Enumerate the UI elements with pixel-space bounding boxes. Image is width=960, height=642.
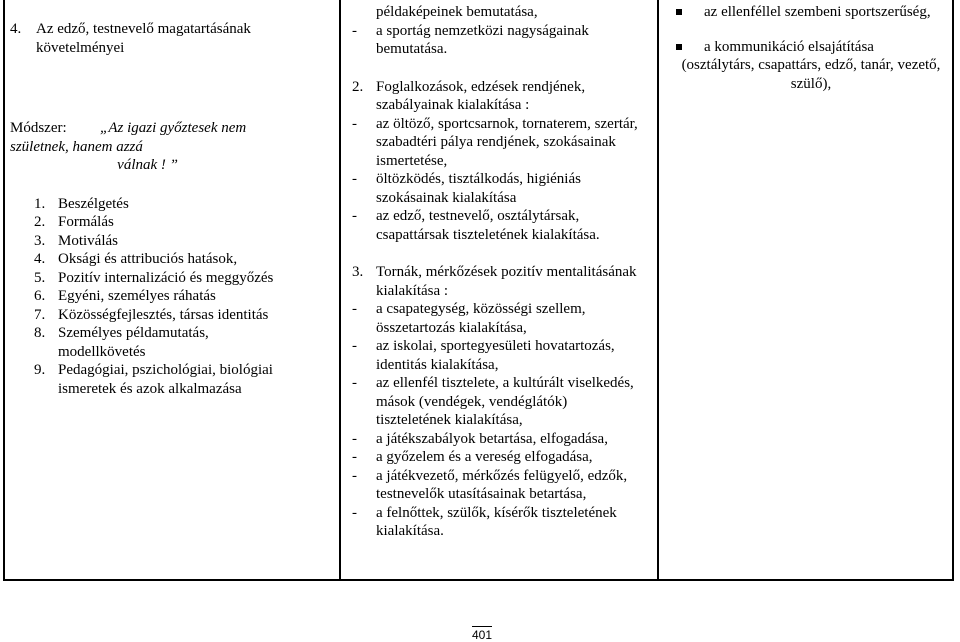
list-number: 2. <box>34 214 46 230</box>
column-3 <box>676 0 946 93</box>
list-item <box>34 361 282 398</box>
dash-text: a felnőttek, szülők, kísérők tiszteletének kialakítása. <box>376 504 617 539</box>
dash-text: az öltöző, sportcsarnok, tornaterem, szertár, szabadtéri pálya rendjének, szokásainak ismertetése, <box>376 115 638 169</box>
section-title: Foglalkozások, edzések rendjének, szabályainak kialakítása : <box>376 78 586 113</box>
list-text: Motiválás <box>58 232 118 249</box>
bullet-text: a kommunikáció elsajátítása <box>704 38 874 55</box>
list-item <box>34 287 282 306</box>
dash-text: a győzelem és a vereség elfogadása, <box>376 449 593 465</box>
list-item <box>34 213 282 232</box>
dash-text: a játékszabályok betartása, elfogadása, <box>376 430 608 447</box>
dash-item <box>352 337 642 374</box>
list-text: Formálás <box>58 214 114 230</box>
page-number: 401 <box>472 628 493 642</box>
section-3-heading <box>352 263 642 300</box>
dash-text: az iskolai, sportegyesületi hovatartozás, identitás kialakítása, <box>376 338 615 373</box>
continued-line: példaképeinek bemutatása, <box>376 4 538 20</box>
dash-text: a csapategység, közösségi szellem, összetartozás kialakítása, <box>376 301 586 336</box>
methods-heading <box>10 119 282 138</box>
item-4-text: Az edző, testnevelő magatartásának követelményei <box>36 21 251 56</box>
dash-marker: - <box>352 430 357 447</box>
dash-item <box>352 448 642 467</box>
bullet-item <box>676 3 946 22</box>
dash-marker: - <box>352 449 357 465</box>
column-divider-2 <box>657 0 659 581</box>
list-item <box>34 324 282 361</box>
list-text: Pedagógiai, pszichológiai, biológiai ismeretek és azok alkalmazása <box>58 362 273 397</box>
list-number: 6. <box>34 288 46 304</box>
column-divider-1 <box>339 0 341 581</box>
quote-line-2: születnek, hanem azzá <box>10 138 143 155</box>
list-text: Beszélgetés <box>58 195 129 212</box>
square-bullet-icon <box>676 38 698 57</box>
dash-marker: - <box>352 115 357 132</box>
list-number: 3. <box>34 232 46 249</box>
dash-marker: - <box>352 171 357 187</box>
dash-item <box>352 504 642 541</box>
quote-line-1: „Az igazi győztesek nem <box>100 120 247 136</box>
item-4-number: 4. <box>10 21 22 37</box>
list-text: Egyéni, személyes ráhatás <box>58 288 216 304</box>
dash-marker: - <box>352 22 357 39</box>
methods-list <box>10 195 282 399</box>
item-4 <box>10 20 282 57</box>
dash-item <box>352 22 642 59</box>
list-number: 9. <box>34 362 46 378</box>
section-number: 3. <box>352 264 364 280</box>
dash-item <box>352 300 642 337</box>
dash-text: öltözködés, tisztálkodás, higiéniás szokásainak kialakítása <box>376 171 581 206</box>
list-item <box>34 269 282 288</box>
dash-text: az edző, testnevelő, osztálytársak, csapattársak tiszteletének kialakítása. <box>376 208 600 243</box>
dash-text: a sportág nemzetközi nagyságainak bemutatása. <box>376 22 589 57</box>
dash-marker: - <box>352 504 357 521</box>
bullet-text: az ellenféllel szembeni sportszerűség, <box>704 4 931 20</box>
list-item <box>34 195 282 214</box>
list-text: Pozitív internalizáció és meggyőzés <box>58 269 274 286</box>
list-text: Oksági és attribuciós hatások, <box>58 251 238 267</box>
bullet-item <box>676 38 946 57</box>
dash-item <box>352 374 642 430</box>
dash-text: az ellenfél tisztelete, a kultúrált viselkedés, mások (vendégek, vendéglátók) tiszteletének kialakítása, <box>376 375 634 428</box>
list-item <box>34 232 282 251</box>
dash-marker: - <box>352 301 357 317</box>
quote-line-3: válnak ! ” <box>117 157 178 173</box>
square-bullet-icon <box>676 3 698 22</box>
dash-marker: - <box>352 467 357 484</box>
dash-marker: - <box>352 338 357 354</box>
methods-label: Módszer: <box>10 120 67 136</box>
dash-item <box>352 170 642 207</box>
dash-marker: - <box>352 375 357 391</box>
list-number: 4. <box>34 251 46 267</box>
dash-item <box>352 467 642 504</box>
section-number: 2. <box>352 78 364 95</box>
list-text: Közösségfejlesztés, társas identitás <box>58 306 269 323</box>
bullet-continuation: (osztálytárs, csapattárs, edző, tanár, vezető, szülő), <box>681 57 941 92</box>
dash-marker: - <box>352 208 357 224</box>
list-number: 1. <box>34 195 46 212</box>
list-number: 5. <box>34 269 46 286</box>
dash-item <box>352 115 642 171</box>
section-title: Tornák, mérkőzések pozitív mentalitásának kialakítása : <box>376 264 637 299</box>
list-item <box>34 250 282 269</box>
column-2 <box>352 0 642 541</box>
dash-text: a játékvezető, mérkőzés felügyelő, edzők, testnevelők utasításainak betartása, <box>376 467 628 502</box>
section-2-heading <box>352 78 642 115</box>
list-number: 7. <box>34 306 46 323</box>
list-text: Személyes példamutatás, modellkövetés <box>58 325 209 360</box>
list-number: 8. <box>34 325 46 341</box>
list-item <box>34 306 282 325</box>
dash-item <box>352 207 642 244</box>
dash-item <box>352 430 642 449</box>
column-1 <box>10 0 282 398</box>
